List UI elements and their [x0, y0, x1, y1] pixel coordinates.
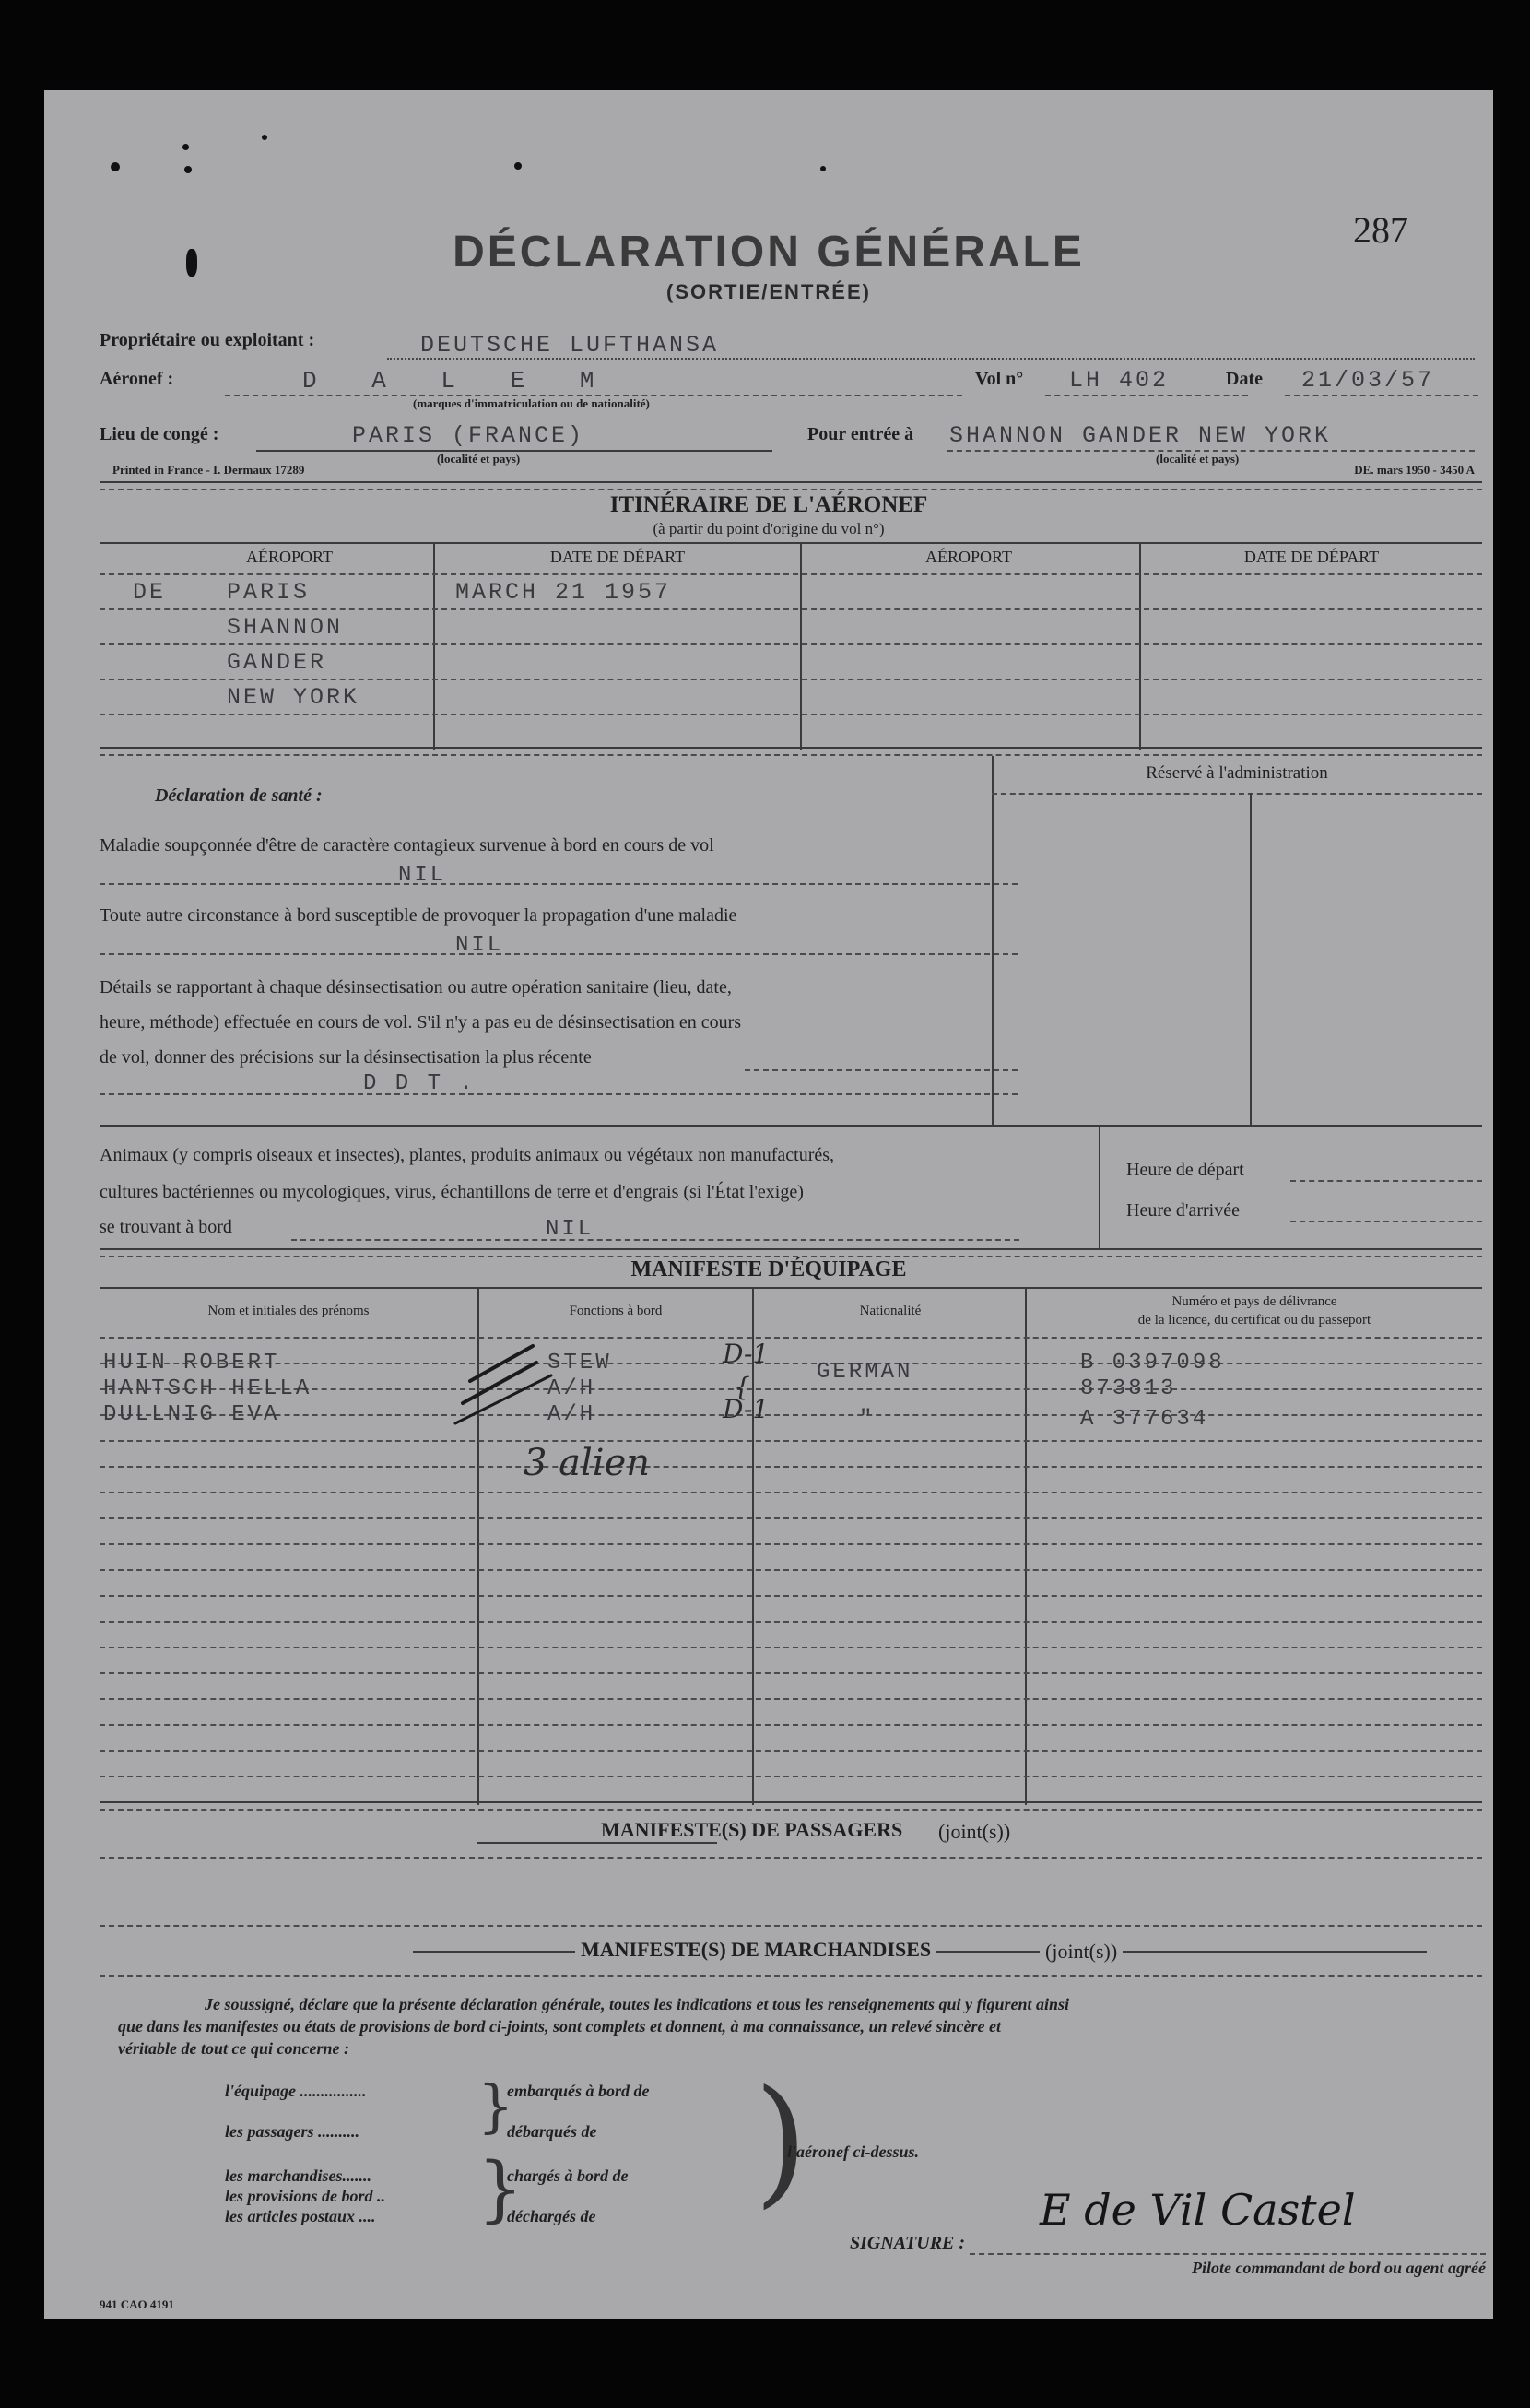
dashed-rule [100, 1975, 1482, 1977]
handwritten-note: D-1 [723, 1394, 770, 1424]
speck [182, 144, 189, 150]
departure-time-label: Heure de départ [1126, 1160, 1244, 1180]
crew-function: STEW [547, 1351, 612, 1375]
health-question-3: heure, méthode) effectuée en cours de vol. S'il n'y a pas eu de désinsectisation en cours [100, 1012, 742, 1033]
itinerary-prefix: DE [133, 579, 167, 606]
dashed-rule [100, 1698, 1482, 1700]
speck [820, 166, 826, 171]
departure-note: (localité et pays) [437, 452, 521, 466]
handwritten-note: 3 alien [524, 1442, 651, 1484]
crew-name: DULLNIG EVA [103, 1402, 280, 1427]
health-question-3: de vol, donner des précisions sur la désinsectisation la plus récente [100, 1047, 592, 1068]
declaration-text: Je soussigné, déclare que la présente déclaration générale, toutes les indications et tous les renseignements qui y figurent ainsi [205, 1995, 1070, 2013]
owner-value: DEUTSCHE LUFTHANSA [420, 332, 720, 359]
dashed-rule [100, 1569, 1482, 1571]
dashed-rule [970, 2253, 1486, 2255]
double-rule [100, 747, 1482, 756]
itinerary-airport: GANDER [227, 649, 327, 676]
signature-label: SIGNATURE : [850, 2233, 966, 2253]
dashed-rule [100, 1750, 1482, 1752]
itinerary-col-airport-2: AÉROPORT [925, 548, 1012, 566]
dashed-rule [100, 1440, 1482, 1442]
crew-title: MANIFESTE D'ÉQUIPAGE [630, 1257, 907, 1281]
declaration-item: les provisions de bord .. [225, 2187, 386, 2205]
solid-rule [477, 1842, 717, 1844]
admin-divider [992, 756, 994, 1125]
solid-rule [100, 542, 1482, 544]
dashed-rule [100, 1857, 1482, 1859]
health-question-1: Maladie soupçonnée d'être de caractère contagieux survenue à bord en cours de vol [100, 835, 714, 856]
signature-caption: Pilote commandant de bord ou agent agréé [1192, 2259, 1486, 2277]
entry-label: Pour entrée à [807, 424, 914, 444]
printer-note-right: DE. mars 1950 - 3450 A [1354, 463, 1475, 477]
date-label: Date [1226, 369, 1263, 389]
dashed-rule [1290, 1221, 1482, 1222]
aircraft-note: (marques d'immatriculation ou de nationalité) [413, 396, 650, 410]
itinerary-airport: NEW YORK [227, 684, 360, 711]
dashed-rule [100, 1363, 1482, 1364]
speck [184, 166, 192, 173]
handwritten-note: { [734, 1372, 750, 1402]
passengers-title: MANIFESTE(S) DE PASSAGERS [601, 1818, 903, 1841]
double-rule [100, 1248, 1482, 1257]
admin-title: Réservé à l'administration [1146, 763, 1328, 783]
crew-function: A/H [547, 1402, 596, 1427]
declaration-item: les passagers .......... [225, 2122, 360, 2141]
health-answer-3: D D T . [363, 1071, 476, 1096]
admin-divider [1250, 793, 1252, 1125]
flight-label: Vol n° [975, 369, 1024, 389]
itinerary-title: ITINÉRAIRE DE L'AÉRONEF [609, 492, 928, 517]
itinerary-col-date-1: DATE DE DÉPART [549, 548, 686, 566]
form-sheet [44, 90, 1493, 2319]
double-rule [100, 481, 1482, 490]
page-number: 287 [1353, 209, 1408, 251]
declaration-verb: chargés à bord de [507, 2166, 629, 2185]
printer-note-left: Printed in France - I. Dermaux 17289 [112, 463, 305, 477]
form-subtitle: (SORTIE/ENTRÉE) [666, 280, 871, 303]
form-code: 941 CAO 4191 [100, 2297, 174, 2311]
dashed-rule [100, 1724, 1482, 1726]
animals-text: se trouvant à bord [100, 1217, 232, 1237]
dashed-rule [100, 608, 1482, 610]
dashed-rule [100, 1337, 1482, 1339]
itinerary-col-date-2: DATE DE DÉPART [1243, 548, 1380, 566]
declaration-aircraft-ref: l'aéronef ci-dessus. [787, 2142, 919, 2161]
declaration-item: les articles postaux .... [225, 2207, 376, 2225]
declaration-text: véritable de tout ce qui concerne : [118, 2039, 349, 2058]
arrival-time-label: Heure d'arrivée [1126, 1200, 1240, 1221]
dashed-rule [100, 1466, 1482, 1468]
declaration-item: l'équipage ................ [225, 2082, 367, 2100]
dashed-rule [100, 1595, 1482, 1597]
crew-divider [1025, 1287, 1027, 1805]
dashed-rule [745, 1069, 1018, 1071]
aircraft-label: Aéronef : [100, 369, 174, 389]
crew-license: A 377634 [1080, 1407, 1209, 1432]
dashed-rule [100, 1517, 1482, 1519]
brace: } [477, 2148, 524, 2231]
declaration-verb: débarqués de [507, 2122, 597, 2141]
solid-rule [100, 1287, 1482, 1289]
itinerary-col-airport-1: AÉROPORT [246, 548, 333, 566]
flight-value: LH 402 [1069, 367, 1170, 394]
dashed-rule [1285, 395, 1478, 396]
owner-label: Propriétaire ou exploitant : [100, 330, 315, 350]
cargo-title: MANIFESTE(S) DE MARCHANDISES [575, 1938, 936, 1962]
itinerary-date: MARCH 21 1957 [455, 579, 672, 606]
dashed-rule [100, 1621, 1482, 1623]
departure-value: PARIS (FRANCE) [352, 422, 585, 449]
brace: } [477, 2072, 514, 2140]
dashed-rule [100, 714, 1482, 715]
crew-name: HANTSCH HELLA [103, 1376, 312, 1401]
declaration-text: que dans les manifestes ou états de provisions de bord ci-joints, sont complets et donnent, à ma connaissance, un relevé sincère et [118, 2017, 1002, 2036]
signature: E de Vil Castel [1040, 2185, 1356, 2235]
dashed-rule [100, 1093, 1018, 1095]
entry-value: SHANNON GANDER NEW YORK [949, 422, 1332, 449]
dashed-rule [100, 643, 1482, 645]
dashed-rule [291, 1239, 1019, 1241]
crew-license: 873813 [1080, 1376, 1177, 1401]
crew-col-nationality: Nationalité [859, 1304, 922, 1318]
solid-rule [100, 1125, 1482, 1127]
itinerary-airport: SHANNON [227, 614, 344, 641]
crew-license: B 0397098 [1080, 1351, 1225, 1375]
health-answer-1: NIL [398, 863, 447, 888]
dashed-rule [100, 1776, 1482, 1777]
aircraft-value: D A L E M [302, 367, 615, 395]
handwritten-note: D-1 [723, 1339, 770, 1369]
dashed-rule [1290, 1180, 1482, 1182]
crew-col-license: de la licence, du certificat ou du passeport [1137, 1313, 1371, 1328]
declaration-verb: embarqués à bord de [507, 2082, 650, 2100]
crew-nationality: " [859, 1407, 876, 1432]
itinerary-airport: PARIS [227, 579, 311, 606]
dashed-rule [100, 1492, 1482, 1493]
speck [262, 135, 267, 140]
speck [111, 162, 120, 171]
dashed-rule [100, 1925, 1482, 1927]
speck [514, 162, 522, 170]
time-divider [1099, 1125, 1100, 1250]
cargo-joint: (joint(s)) [1040, 1940, 1123, 1964]
health-question-2: Toute autre circonstance à bord susceptible de provoquer la propagation d'une maladie [100, 905, 737, 926]
declaration-item: les marchandises....... [225, 2166, 372, 2185]
dashed-rule [100, 679, 1482, 680]
entry-note: (localité et pays) [1156, 452, 1240, 466]
dashed-rule [1045, 395, 1248, 396]
health-question-3: Détails se rapportant à chaque désinsectisation ou autre opération sanitaire (lieu, date, [100, 977, 732, 997]
declaration-verb: déchargés de [507, 2207, 596, 2225]
date-value: 21/03/57 [1301, 367, 1435, 394]
dashed-rule [100, 953, 1018, 955]
double-rule [100, 1801, 1482, 1811]
dashed-rule [100, 1672, 1482, 1674]
form-title: DÉCLARATION GÉNÉRALE [453, 228, 1085, 277]
departure-label: Lieu de congé : [100, 424, 219, 444]
dashed-rule [100, 883, 1018, 885]
strike-marks [422, 1315, 588, 1444]
passengers-joint: (joint(s)) [938, 1820, 1011, 1843]
crew-col-function: Fonctions à bord [569, 1304, 663, 1318]
dashed-rule [100, 573, 1482, 575]
crew-function: A/H [547, 1376, 596, 1401]
animals-answer: NIL [546, 1217, 594, 1242]
itinerary-subtitle: (à partir du point d'origine du vol n°) [653, 520, 885, 537]
health-answer-2: NIL [455, 933, 504, 958]
crew-col-name: Nom et initiales des prénoms [207, 1304, 370, 1318]
crew-col-license: Numéro et pays de délivrance [1171, 1294, 1337, 1309]
health-title: Déclaration de santé : [155, 785, 323, 806]
brace-right: ) [754, 2061, 808, 2222]
dashed-rule [100, 1543, 1482, 1545]
dashed-rule [992, 793, 1482, 795]
animals-text: Animaux (y compris oiseaux et insectes), plantes, produits animaux ou végétaux non manufacturés, [100, 1145, 835, 1165]
dashed-rule [100, 1414, 1482, 1416]
crew-nationality: GERMAN [817, 1360, 913, 1385]
animals-text: cultures bactériennes ou mycologiques, virus, échantillons de terre et d'engrais (si l'État l'exige) [100, 1182, 804, 1202]
crew-name: HUIN ROBERT [103, 1351, 280, 1375]
dashed-rule [100, 1647, 1482, 1648]
